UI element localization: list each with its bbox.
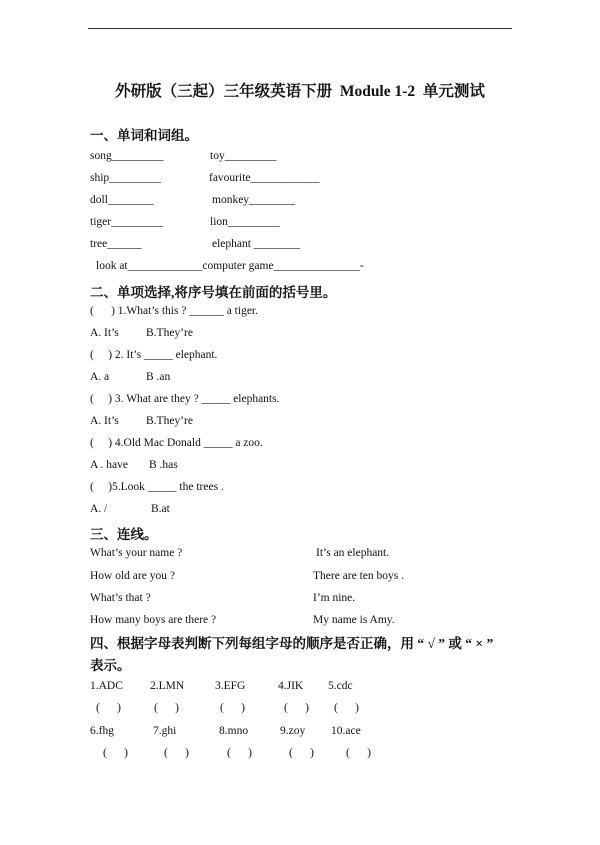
page-title: 外研版（三起）三年级英语下册 Module 1-2 单元测试: [115, 83, 485, 100]
q5-option-b: B.at: [151, 503, 170, 515]
letters-8: 8.mno: [219, 725, 249, 737]
letters-1: 1.ADC: [90, 680, 123, 692]
match-left-4: How many boys are there ?: [90, 614, 217, 626]
vocab-tiger: tiger_________: [90, 216, 163, 228]
section3-heading: 三、连线。: [90, 527, 158, 542]
q1-option-b: B.They’re: [146, 327, 193, 339]
section4-heading: 四、根据字母表判断下列每组字母的顺序是否正确，用 “ √ ” 或 “ × ”: [90, 636, 494, 651]
letters-9: 9.zoy: [280, 725, 306, 737]
answer-bracket-6: ( ): [103, 747, 128, 759]
vocab-lion: lion_________: [210, 216, 280, 228]
letters-5: 5.cdc: [328, 680, 353, 692]
answer-bracket-10: ( ): [346, 747, 371, 759]
vocab-toy: toy_________: [210, 150, 277, 162]
match-left-1: What’s your name ?: [90, 547, 183, 559]
answer-bracket-5: ( ): [334, 702, 359, 714]
q1-option-a: A. It’s: [90, 327, 119, 339]
answer-bracket-2: ( ): [154, 702, 179, 714]
question-4: ( ) 4.Old Mac Donald _____ a zoo.: [90, 437, 263, 449]
answer-bracket-9: ( ): [289, 747, 314, 759]
q2-option-a: A. a: [90, 371, 110, 383]
letters-7: 7.ghi: [153, 725, 177, 737]
q4-option-a: A . have: [90, 459, 129, 471]
letters-10: 10.ace: [331, 725, 361, 737]
section2-heading: 二、单项选择,将序号填在前面的括号里。: [90, 285, 337, 300]
section4-heading-cont: 表示。: [90, 658, 131, 673]
vocab-ship: ship_________: [90, 172, 161, 184]
vocab-doll: doll________: [90, 194, 154, 206]
answer-bracket-4: ( ): [284, 702, 309, 714]
match-left-3: What’s that ?: [90, 592, 151, 604]
match-right-1: It’s an elephant.: [316, 547, 390, 559]
answer-bracket-3: ( ): [220, 702, 245, 714]
letters-2: 2.LMN: [150, 680, 185, 692]
question-2: ( ) 2. It’s _____ elephant.: [90, 349, 218, 361]
letters-3: 3.EFG: [215, 680, 246, 692]
q2-option-b: B .an: [146, 371, 171, 383]
question-3: ( ) 3. What are they ? _____ elephants.: [90, 393, 280, 405]
match-right-3: I’m nine.: [313, 592, 356, 604]
q3-option-b: B.They’re: [146, 415, 193, 427]
match-left-2: How old are you ?: [90, 570, 175, 582]
letters-6: 6.fhg: [90, 725, 114, 737]
vocab-song: song_________: [90, 150, 164, 162]
answer-bracket-7: ( ): [164, 747, 189, 759]
header-rule: [88, 28, 512, 29]
q5-option-a: A. /: [90, 503, 108, 515]
vocab-tree: tree______: [90, 238, 142, 250]
question-5: ( )5.Look _____ the trees .: [90, 481, 224, 493]
vocab-elephant: elephant ________: [212, 238, 300, 250]
answer-bracket-8: ( ): [227, 747, 252, 759]
section1-heading: 一、单词和词组。: [90, 128, 198, 143]
answer-bracket-1: ( ): [96, 702, 121, 714]
match-right-4: My name is Amy.: [313, 614, 395, 626]
match-right-2: There are ten boys .: [313, 570, 405, 582]
question-1: ( ) 1.What’s this ? ______ a tiger.: [90, 305, 258, 317]
vocab-favourite: favourite____________: [209, 172, 320, 184]
q4-option-b: B .has: [149, 459, 178, 471]
q3-option-a: A. It’s: [90, 415, 119, 427]
vocab-monkey: monkey________: [212, 194, 296, 206]
vocab-phrases: look at_____________computer game_______________-: [96, 260, 364, 272]
letters-4: 4.JIK: [278, 680, 304, 692]
